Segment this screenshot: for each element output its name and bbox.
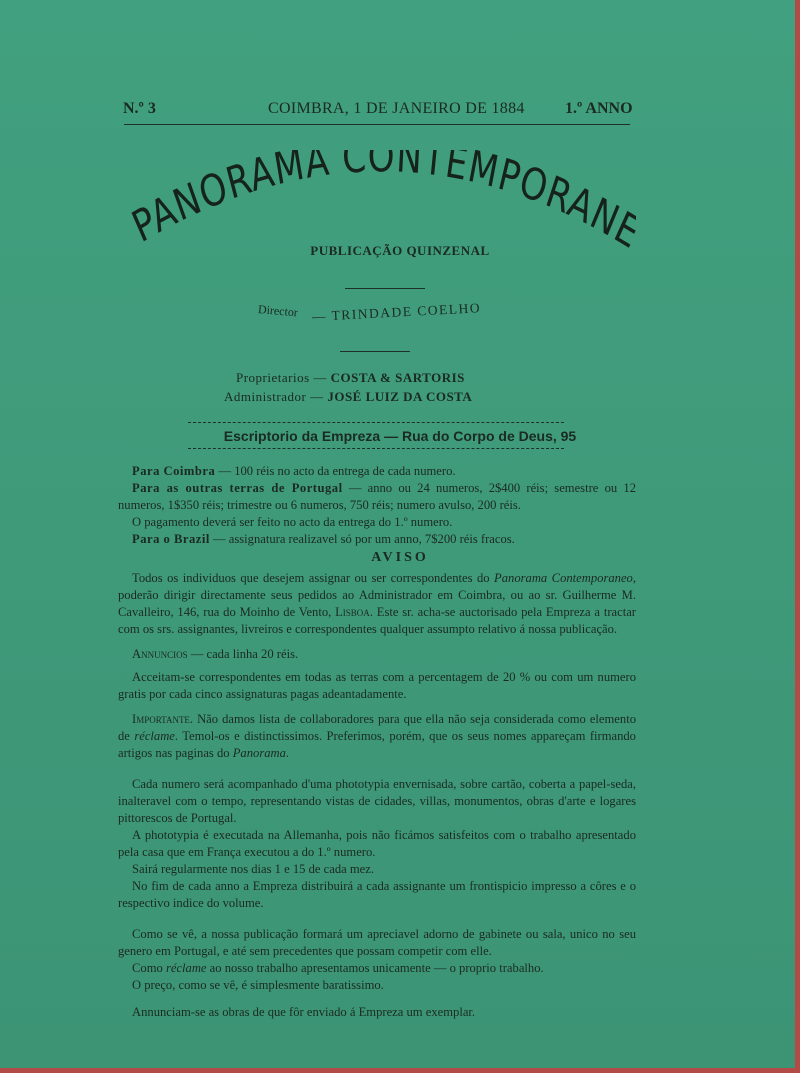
office-rule-bottom bbox=[188, 448, 564, 449]
germany-paragraph: A phototypia é executada na Allemanha, pois não ficámos satisfeitos com o trabalho apresentado pela casa que em França executou a do 1.º numero. bbox=[118, 828, 636, 859]
issue-date: COIMBRA, 1 DE JANEIRO DE 1884 bbox=[268, 100, 525, 117]
issue-year: 1.º ANNO bbox=[565, 100, 633, 117]
administrator-label: Administrador — bbox=[224, 389, 328, 404]
portugal-text: — anno ou 24 numeros, 2$400 réis; semestre ou 12 numeros, 1$350 réis; trimestre ou 6 numeros, 750 réis; numero avulso, 200 réis. bbox=[118, 481, 636, 512]
notice-block bbox=[118, 570, 636, 1021]
svg-text:O PANORAMA CONTEMPORANEO bbox=[126, 150, 636, 250]
ads-paragraph: Annuncios — cada linha 20 réis. bbox=[132, 647, 299, 661]
director-label: Director bbox=[257, 302, 299, 320]
proprietors-names: COSTA & SARTORIS bbox=[330, 370, 465, 385]
coimbra-text: — 100 réis no acto da entrega de cada numero. bbox=[215, 464, 456, 478]
office-rule-top bbox=[188, 422, 564, 423]
header-rule bbox=[124, 124, 630, 125]
correspondents-paragraph: Acceitam-se correspondentes em todas as terras com a percentagem de 20 % ou com um numero gratis por cada cinco assignaturas pagas adeantadamente. bbox=[118, 670, 636, 701]
office-address: Escriptorio da Empreza — Rua do Corpo de Deus, 95 bbox=[223, 428, 577, 444]
ornament-divider bbox=[345, 282, 425, 291]
proprietors-line bbox=[236, 370, 465, 386]
director-name: — TRINDADE COELHO bbox=[311, 300, 482, 324]
closing-paragraph-2: Como réclame ao nosso trabalho apresentamos unicamente — o proprio trabalho. bbox=[132, 961, 544, 975]
administrator-line bbox=[224, 389, 472, 405]
masthead-title bbox=[126, 150, 636, 250]
short-rule bbox=[340, 351, 410, 352]
subscription-block bbox=[118, 463, 636, 548]
announcement-paragraph: Annunciam-se as obras de que fôr enviado á Empreza um exemplar. bbox=[132, 1005, 476, 1019]
important-paragraph: Importante. Não damos lista de collaboradores para que ella não seja considerada como elemento de réclame. Temol-os e distinctissimos. Preferimos, porém, que os seus nomes appareçam firmando artigos nas paginas do Panorama. bbox=[118, 712, 636, 760]
brazil-text: — assignatura realizavel só por um anno, 7$200 réis fracos. bbox=[209, 532, 515, 546]
notice-paragraph-1: Todos os individuos que desejem assignar ou ser correspondentes do Panorama Contemporaneo, poderão dirigir directamente seus pedidos ao Administrador em Coimbra, ou ao sr. Guilherme M. Cavalleiro, 146, rua do Moinho de Vento, Lisboa. Este sr. acha-se auctorisado pela Empreza a tractar com os srs. assignantes, livreiros e correspondentes qualquer assumpto relativo á nossa publicação. bbox=[118, 571, 636, 636]
phototype-paragraph: Cada numero será acompanhado d'uma phototypia envernisada, sobre cartão, coberta a papel-seda, inalteravel com o tempo, representando vistas de cidades, villas, monumentos, obras d'arte e logares pittorescos de Portugal. bbox=[118, 777, 636, 825]
notice-heading: AVISO bbox=[371, 550, 429, 565]
issue-number: N.º 3 bbox=[123, 100, 156, 117]
payment-note: O pagamento deverá ser feito no acto da entrega do 1.º numero. bbox=[132, 515, 453, 529]
masthead-title-text: PANORAMA CONTEMPORAN bbox=[126, 150, 627, 250]
proprietors-label: Proprietarios — bbox=[236, 370, 331, 385]
year-end-paragraph: No fim de cada anno a Empreza distribuirá a cada assignante um frontispicio impresso a côres e o respectivo indice do volume. bbox=[118, 879, 636, 910]
journal-name-italic: Panorama Contemporaneo bbox=[494, 571, 633, 585]
closing-paragraph-3: O preço, como se vê, é simplesmente baratissimo. bbox=[132, 978, 384, 992]
administrator-name: JOSÉ LUIZ DA COSTA bbox=[327, 389, 473, 404]
publication-frequency: PUBLICAÇÃO QUINZENAL bbox=[310, 243, 490, 258]
schedule-paragraph: Sairá regularmente nos dias 1 e 15 de cada mez. bbox=[132, 862, 374, 876]
portugal-label: Para as outras terras de Portugal bbox=[132, 481, 343, 495]
coimbra-label: Para Coimbra bbox=[132, 464, 216, 478]
brazil-label: Para o Brazil bbox=[132, 532, 210, 546]
closing-paragraph-1: Como se vê, a nossa publicação formará um apreciavel adorno de gabinete ou sala, unico no seu genero em Portugal, e até sem precedentes que possam competir com elle. bbox=[118, 927, 636, 958]
